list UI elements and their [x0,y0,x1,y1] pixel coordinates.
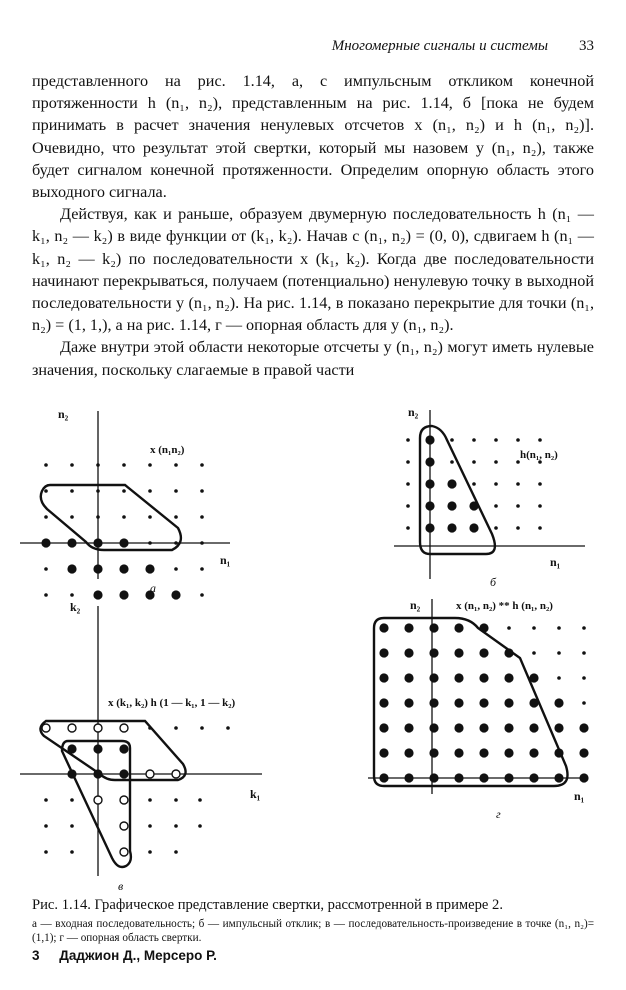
grid-dot [174,798,178,802]
panel-d-horizontal-axis-label: n₁ [574,789,585,803]
paragraph-1: представленного на рис. 1.14, а, с импульсным откликом конечной протяженности h (n₁, n₂), представленным на рис. 1.14, б [пока не будем принимать в расчет значения ненулевых отсчетов x (n₁, n₂) и h (n₁, n₂)]. Очевидно, что результат этой свертки, который мы назовем y (n₁, n₂), также будет сигналом конечной протяженности. Определим опорную область этого выходного сигнала. [32,72,594,202]
grid-dot [538,526,542,530]
signal-sample-dot [404,773,413,782]
grid-dot [472,460,476,464]
signal-sample-dot [504,773,513,782]
signal-sample-dot [554,748,563,757]
panel-d [368,598,589,821]
grid-dot [44,515,48,519]
figure-svg [0,396,626,896]
grid-dot [96,463,100,467]
overlap-sample-dot [120,848,128,856]
grid-dot [494,482,498,486]
grid-dot [174,541,178,545]
panel-c [20,600,262,893]
panel-b-region-outline [420,426,495,554]
signal-sample-dot [454,723,463,732]
signal-sample-dot [469,501,478,510]
signal-sample-dot [404,648,413,657]
grid-dot [582,676,586,680]
overlap-sample-dot [146,770,154,778]
grid-dot [406,504,410,508]
signal-sample-dot [404,748,413,757]
grid-dot [148,541,152,545]
signal-sample-dot [479,748,488,757]
signal-sample-dot [479,723,488,732]
grid-dot [70,850,74,854]
signal-sample-dot [454,773,463,782]
panel-a-vertical-axis-label: n₂ [58,407,69,421]
grid-dot [44,824,48,828]
grid-dot [582,701,586,705]
signal-sample-dot [529,773,538,782]
signal-sample-dot [479,623,488,632]
grid-dot [516,438,520,442]
grid-dot [122,515,126,519]
figure-1-14 [0,396,626,896]
grid-dot [557,651,561,655]
overlap-sample-dot [172,770,180,778]
overlap-sample-dot [120,822,128,830]
signal-sample-dot [479,673,488,682]
page-number: 33 [579,38,594,54]
panel-a-label: а [150,581,156,595]
grid-dot [472,438,476,442]
grid-dot [494,504,498,508]
overlap-sample-dot [68,724,76,732]
grid-dot [70,515,74,519]
panel-c-signal-label: x (k₁, k₂) h (1 — k₁, 1 — k₂) [108,697,236,709]
grid-dot [148,798,152,802]
signal-sample-dot [579,748,588,757]
signal-sample-dot [93,590,102,599]
overlap-sample-dot [42,724,50,732]
grid-dot [174,515,178,519]
grid-dot [174,489,178,493]
signal-sample-dot [429,773,438,782]
grid-dot [200,463,204,467]
panel-a-region-outline [41,485,181,550]
signal-sample-dot [93,769,102,778]
panel-b-signal-label: h(n₁, n₂) [520,449,558,461]
overlap-sample-dot [120,724,128,732]
grid-dot [70,593,74,597]
signal-sample-dot [429,623,438,632]
grid-dot [44,463,48,467]
panel-c-label: в [118,879,124,893]
signal-sample-dot [67,564,76,573]
grid-dot [148,850,152,854]
panel-a [20,407,231,600]
grid-dot [406,460,410,464]
signal-sample-dot [529,673,538,682]
overlap-sample-dot [120,796,128,804]
signal-sample-dot [119,538,128,547]
grid-dot [148,489,152,493]
signal-sample-dot [379,673,388,682]
panel-d-signal-label: x (n₁, n₂) ** h (n₁, n₂) [456,600,553,612]
signal-sample-dot [404,698,413,707]
grid-dot [70,798,74,802]
signal-sample-dot [454,748,463,757]
signal-sample-dot [447,501,456,510]
signal-sample-dot [67,769,76,778]
grid-dot [532,651,536,655]
grid-dot [200,515,204,519]
panel-b-label: б [490,575,497,589]
signal-sample-dot [404,723,413,732]
signal-sample-dot [425,435,434,444]
grid-dot [44,593,48,597]
grid-dot [450,460,454,464]
grid-dot [557,626,561,630]
overlap-sample-dot [94,724,102,732]
signal-sample-dot [504,698,513,707]
grid-dot [557,676,561,680]
signal-sample-dot [454,673,463,682]
signal-sample-dot [171,590,180,599]
signal-sample-dot [479,698,488,707]
signal-sample-dot [379,648,388,657]
panel-a-horizontal-axis-label: n₁ [220,553,231,567]
grid-dot [148,726,152,730]
grid-dot [200,726,204,730]
signal-sample-dot [479,773,488,782]
signal-sample-dot [554,723,563,732]
grid-dot [198,798,202,802]
panel-b-vertical-axis-label: n₂ [408,405,419,419]
signal-sample-dot [425,479,434,488]
grid-dot [44,489,48,493]
signal-sample-dot [93,744,102,753]
body-text [32,70,594,381]
signal-sample-dot [93,538,102,547]
grid-dot [582,626,586,630]
panel-d-dots [379,623,588,782]
grid-dot [200,489,204,493]
panel-b [394,405,585,589]
grid-dot [122,489,126,493]
grid-dot [200,593,204,597]
book-authors: Даджион Д., Мерсеро Р. [59,948,217,963]
signal-sample-dot [504,723,513,732]
grid-dot [450,438,454,442]
grid-dot [174,850,178,854]
signal-sample-dot [447,523,456,532]
paragraph-2: Действуя, как и раньше, образуем двумерную последовательность h (n₁ — k₁, n₂ — k₂) в виде функции от (k₁, k₂). Начав с (n₁, n₂) = (0, 0), сдвигаем h (n₁ — k₁, n₂ — k₂) по последовательности x (k₁, k₂). Когда две последовательности начинают перекрываться, получаем (потенциально) ненулевую точку в выходной последовательности y (n₁, n₂). На рис. 1.14, в показано перекрытие для точки (n₁, n₂) = (1, 1,), а на рис. 1.14, г — опорная область для y (n₁, n₂). [32,205,594,335]
signal-sample-dot [447,479,456,488]
grid-dot [70,489,74,493]
grid-dot [148,463,152,467]
signal-sample-dot [379,748,388,757]
caption-legend: а — входная последовательность; б — импульсный отклик; в — последовательность-произведение в точке (n₁, n₂)=(1,1); г — опорная область свертки. [32,918,594,944]
signal-sample-dot [469,523,478,532]
grid-dot [70,824,74,828]
panel-b-horizontal-axis-label: n₁ [550,555,561,569]
signal-sample-dot [429,723,438,732]
panel-d-vertical-axis-label: n₂ [410,598,421,612]
signal-sample-dot [454,648,463,657]
signal-sample-dot [504,648,513,657]
panel-c-horizontal-axis-label: k₁ [250,787,261,801]
grid-dot [122,463,126,467]
panel-d-label: г [496,807,501,821]
signal-sample-dot [554,773,563,782]
signal-sample-dot [93,564,102,573]
paragraph-3: Даже внутри этой области некоторые отсчеты y (n₁, n₂) могут иметь нулевые значения, поскольку слагаемые в правой части [32,338,594,379]
grid-dot [148,824,152,828]
signal-sample-dot [379,698,388,707]
signal-sample-dot [579,723,588,732]
caption-title: Рис. 1.14. Графическое представление свертки, рассмотренной в примере 2. [32,897,503,913]
grid-dot [70,463,74,467]
grid-dot [96,515,100,519]
grid-dot [174,824,178,828]
grid-dot [406,438,410,442]
printer-signature: 3 [32,948,40,963]
signal-sample-dot [429,748,438,757]
grid-dot [174,567,178,571]
grid-dot [198,824,202,828]
grid-dot [538,504,542,508]
signal-sample-dot [119,744,128,753]
signal-sample-dot [429,648,438,657]
signal-sample-dot [119,769,128,778]
signal-sample-dot [554,698,563,707]
signal-sample-dot [425,523,434,532]
panel-c-dots [42,724,230,856]
grid-dot [538,482,542,486]
grid-dot [44,798,48,802]
signal-sample-dot [529,698,538,707]
signal-sample-dot [41,538,50,547]
grid-dot [507,626,511,630]
signal-sample-dot [529,748,538,757]
signal-sample-dot [504,673,513,682]
grid-dot [516,526,520,530]
grid-dot [532,626,536,630]
grid-dot [174,463,178,467]
grid-dot [406,482,410,486]
grid-dot [516,482,520,486]
panel-c-vertical-axis-label: k₂ [70,600,81,614]
grid-dot [494,438,498,442]
grid-dot [472,482,476,486]
grid-dot [200,541,204,545]
signal-sample-dot [67,538,76,547]
grid-dot [406,526,410,530]
signal-sample-dot [425,457,434,466]
signal-sample-dot [379,723,388,732]
running-header [0,38,626,60]
figure-caption [32,896,594,945]
signal-sample-dot [379,623,388,632]
grid-dot [582,651,586,655]
signal-sample-dot [454,623,463,632]
grid-dot [494,526,498,530]
grid-dot [44,567,48,571]
grid-dot [148,515,152,519]
page-footer [32,948,217,963]
grid-dot [174,726,178,730]
grid-dot [200,567,204,571]
signal-sample-dot [404,673,413,682]
grid-dot [538,438,542,442]
signal-sample-dot [67,744,76,753]
signal-sample-dot [145,564,154,573]
signal-sample-dot [425,501,434,510]
grid-dot [516,504,520,508]
grid-dot [226,726,230,730]
signal-sample-dot [404,623,413,632]
grid-dot [44,850,48,854]
signal-sample-dot [429,698,438,707]
signal-sample-dot [379,773,388,782]
signal-sample-dot [529,723,538,732]
running-title: Многомерные сигналы и системы [331,38,548,54]
overlap-sample-dot [94,796,102,804]
panel-a-signal-label: x (n₁n₂) [150,444,185,456]
signal-sample-dot [429,673,438,682]
grid-dot [494,460,498,464]
signal-sample-dot [119,590,128,599]
signal-sample-dot [504,748,513,757]
signal-sample-dot [579,773,588,782]
grid-dot [96,489,100,493]
signal-sample-dot [454,698,463,707]
signal-sample-dot [119,564,128,573]
signal-sample-dot [479,648,488,657]
